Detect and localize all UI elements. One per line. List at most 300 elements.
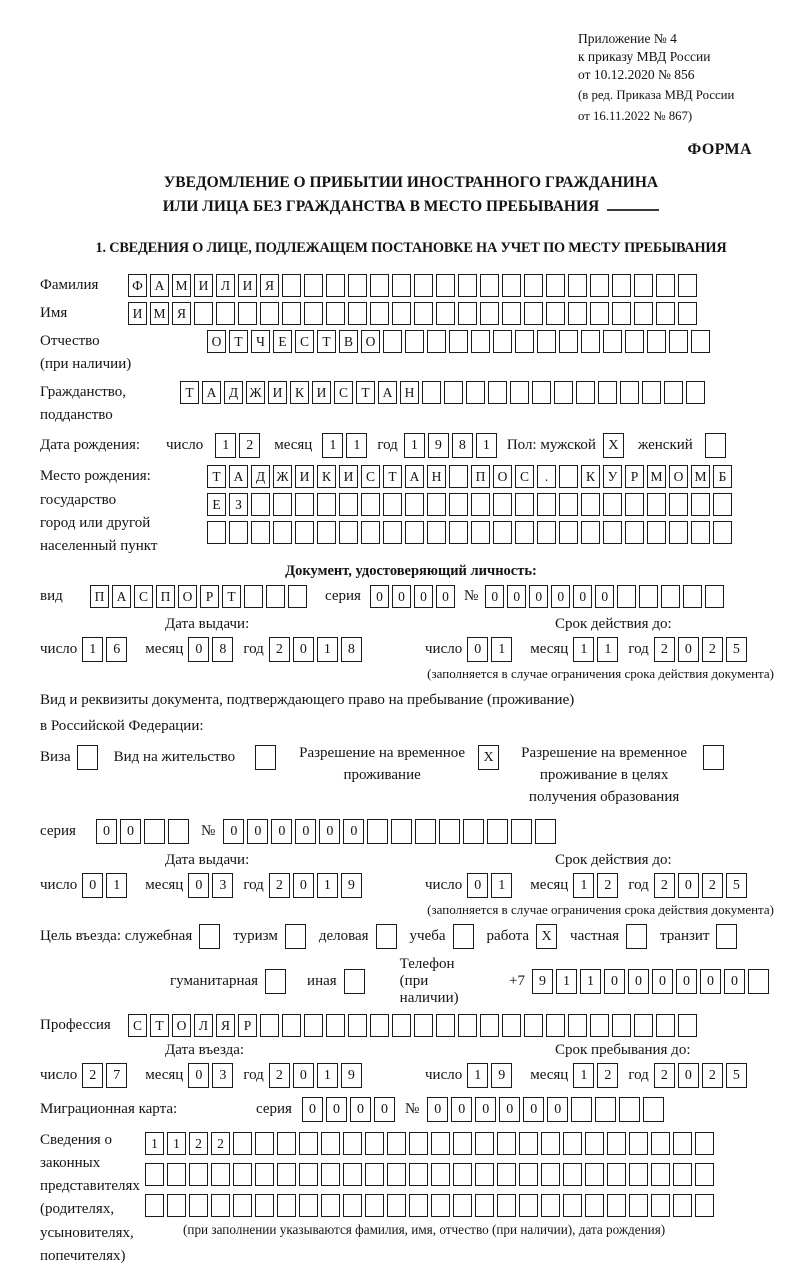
char-cell[interactable] [524,302,543,325]
char-cell[interactable] [251,493,270,516]
char-cell[interactable]: 0 [523,1097,544,1122]
char-cell[interactable]: 5 [726,873,747,898]
char-cell[interactable] [669,330,688,353]
char-cell[interactable]: И [128,302,147,325]
char-cell[interactable] [656,1014,675,1037]
char-cell[interactable] [326,1014,345,1037]
char-cell[interactable]: 0 [374,1097,395,1122]
char-cell[interactable] [673,1132,692,1155]
char-cell[interactable]: Ж [273,465,292,488]
char-cell[interactable]: Н [400,381,419,404]
char-cell[interactable]: 1 [322,433,343,458]
char-cell[interactable]: 2 [189,1132,208,1155]
char-cell[interactable] [541,1132,560,1155]
char-cell[interactable] [370,302,389,325]
char-cell[interactable] [365,1194,384,1217]
char-cell[interactable] [629,1194,648,1217]
char-cell[interactable] [431,1194,450,1217]
char-cell[interactable] [502,274,521,297]
char-cell[interactable]: 0 [499,1097,520,1122]
char-cell[interactable] [348,302,367,325]
char-cell[interactable] [590,274,609,297]
char-cell[interactable]: М [691,465,710,488]
char-cell[interactable] [304,1014,323,1037]
char-cell[interactable] [695,1194,714,1217]
char-cell[interactable] [691,521,710,544]
char-cell[interactable] [145,1194,164,1217]
char-cell[interactable] [439,819,460,844]
char-cell[interactable] [480,302,499,325]
char-cell[interactable]: 2 [269,1063,290,1088]
char-cell[interactable] [299,1132,318,1155]
char-cell[interactable] [370,1014,389,1037]
char-cell[interactable]: 0 [188,637,209,662]
char-cell[interactable] [497,1132,516,1155]
char-cell[interactable] [612,302,631,325]
char-cell[interactable] [77,745,98,770]
char-cell[interactable] [387,1132,406,1155]
char-cell[interactable]: 2 [597,873,618,898]
char-cell[interactable] [453,1194,472,1217]
char-cell[interactable] [629,1163,648,1186]
char-cell[interactable]: З [229,493,248,516]
char-cell[interactable] [590,302,609,325]
char-cell[interactable]: 6 [106,637,127,662]
char-cell[interactable] [537,493,556,516]
char-cell[interactable]: К [290,381,309,404]
char-cell[interactable] [748,969,769,994]
char-cell[interactable]: Ф [128,274,147,297]
char-cell[interactable]: 1 [317,637,338,662]
char-cell[interactable] [515,330,534,353]
char-cell[interactable] [466,381,485,404]
char-cell[interactable] [634,274,653,297]
char-cell[interactable] [277,1132,296,1155]
char-cell[interactable]: 0 [271,819,292,844]
char-cell[interactable] [705,433,726,458]
char-cell[interactable]: 0 [678,1063,699,1088]
char-cell[interactable]: И [339,465,358,488]
char-cell[interactable] [453,924,474,949]
char-cell[interactable]: А [202,381,221,404]
char-cell[interactable]: Л [216,274,235,297]
char-cell[interactable] [598,381,617,404]
char-cell[interactable] [510,381,529,404]
char-cell[interactable]: И [268,381,287,404]
char-cell[interactable]: Я [172,302,191,325]
char-cell[interactable] [339,521,358,544]
char-cell[interactable] [471,493,490,516]
char-cell[interactable]: 1 [580,969,601,994]
char-cell[interactable]: М [647,465,666,488]
char-cell[interactable] [546,274,565,297]
char-cell[interactable] [168,819,189,844]
char-cell[interactable]: М [150,302,169,325]
char-cell[interactable] [233,1194,252,1217]
char-cell[interactable] [532,381,551,404]
char-cell[interactable] [625,493,644,516]
char-cell[interactable] [612,274,631,297]
char-cell[interactable] [229,521,248,544]
char-cell[interactable] [673,1194,692,1217]
char-cell[interactable]: 0 [392,585,411,608]
char-cell[interactable]: 0 [529,585,548,608]
char-cell[interactable] [626,924,647,949]
char-cell[interactable]: 0 [414,585,433,608]
char-cell[interactable]: Л [194,1014,213,1037]
char-cell[interactable] [216,302,235,325]
char-cell[interactable] [449,521,468,544]
char-cell[interactable] [620,381,639,404]
char-cell[interactable]: 0 [370,585,389,608]
char-cell[interactable] [524,1014,543,1037]
char-cell[interactable] [669,493,688,516]
char-cell[interactable] [703,745,724,770]
char-cell[interactable] [617,585,636,608]
char-cell[interactable] [576,381,595,404]
char-cell[interactable] [376,924,397,949]
char-cell[interactable]: Я [216,1014,235,1037]
char-cell[interactable] [471,330,490,353]
char-cell[interactable]: 8 [341,637,362,662]
char-cell[interactable] [370,274,389,297]
char-cell[interactable]: С [134,585,153,608]
char-cell[interactable]: Я [260,274,279,297]
char-cell[interactable] [647,330,666,353]
char-cell[interactable]: И [194,274,213,297]
char-cell[interactable] [678,274,697,297]
char-cell[interactable] [471,521,490,544]
char-cell[interactable]: 1 [573,637,594,662]
char-cell[interactable]: С [361,465,380,488]
char-cell[interactable] [365,1163,384,1186]
char-cell[interactable] [199,924,220,949]
char-cell[interactable]: М [172,274,191,297]
char-cell[interactable]: 0 [724,969,745,994]
char-cell[interactable] [365,1132,384,1155]
char-cell[interactable]: 5 [726,637,747,662]
char-cell[interactable] [568,274,587,297]
char-cell[interactable] [427,521,446,544]
char-cell[interactable]: П [471,465,490,488]
char-cell[interactable]: X [536,924,557,949]
char-cell[interactable]: 1 [491,873,512,898]
char-cell[interactable] [713,493,732,516]
char-cell[interactable] [554,381,573,404]
char-cell[interactable]: 2 [597,1063,618,1088]
char-cell[interactable]: Р [238,1014,257,1037]
char-cell[interactable] [321,1132,340,1155]
char-cell[interactable] [260,302,279,325]
char-cell[interactable] [664,381,683,404]
char-cell[interactable] [541,1163,560,1186]
char-cell[interactable] [326,274,345,297]
char-cell[interactable] [619,1097,640,1122]
char-cell[interactable] [480,274,499,297]
char-cell[interactable]: 1 [467,1063,488,1088]
char-cell[interactable]: 0 [302,1097,323,1122]
char-cell[interactable] [673,1163,692,1186]
char-cell[interactable] [444,381,463,404]
char-cell[interactable]: 1 [573,1063,594,1088]
char-cell[interactable]: 2 [654,637,675,662]
char-cell[interactable] [563,1163,582,1186]
char-cell[interactable]: 8 [212,637,233,662]
char-cell[interactable] [414,1014,433,1037]
char-cell[interactable] [449,465,468,488]
char-cell[interactable]: 0 [547,1097,568,1122]
char-cell[interactable] [288,585,307,608]
char-cell[interactable] [255,1194,274,1217]
char-cell[interactable] [392,1014,411,1037]
char-cell[interactable] [571,1097,592,1122]
char-cell[interactable]: 0 [295,819,316,844]
char-cell[interactable] [643,1097,664,1122]
char-cell[interactable] [387,1194,406,1217]
char-cell[interactable]: У [603,465,622,488]
char-cell[interactable]: 0 [678,637,699,662]
char-cell[interactable]: 0 [293,637,314,662]
char-cell[interactable] [409,1132,428,1155]
char-cell[interactable] [415,819,436,844]
char-cell[interactable] [409,1194,428,1217]
char-cell[interactable] [563,1132,582,1155]
char-cell[interactable] [277,1194,296,1217]
char-cell[interactable]: 2 [654,1063,675,1088]
char-cell[interactable]: 0 [628,969,649,994]
char-cell[interactable] [427,330,446,353]
char-cell[interactable]: 0 [319,819,340,844]
char-cell[interactable]: 0 [82,873,103,898]
char-cell[interactable]: 0 [604,969,625,994]
char-cell[interactable] [145,1163,164,1186]
char-cell[interactable] [695,1132,714,1155]
char-cell[interactable] [559,493,578,516]
char-cell[interactable] [194,302,213,325]
char-cell[interactable]: 1 [346,433,367,458]
char-cell[interactable] [537,330,556,353]
char-cell[interactable] [348,1014,367,1037]
char-cell[interactable]: Н [427,465,446,488]
char-cell[interactable] [713,521,732,544]
char-cell[interactable]: А [405,465,424,488]
char-cell[interactable] [255,745,276,770]
char-cell[interactable] [519,1163,538,1186]
char-cell[interactable] [651,1132,670,1155]
char-cell[interactable] [436,302,455,325]
char-cell[interactable]: Т [383,465,402,488]
char-cell[interactable] [559,521,578,544]
char-cell[interactable]: 2 [654,873,675,898]
char-cell[interactable]: Б [713,465,732,488]
char-cell[interactable] [502,302,521,325]
char-cell[interactable] [463,819,484,844]
char-cell[interactable]: Т [229,330,248,353]
char-cell[interactable]: 3 [212,873,233,898]
char-cell[interactable]: К [317,465,336,488]
char-cell[interactable] [255,1132,274,1155]
char-cell[interactable] [367,819,388,844]
char-cell[interactable] [625,521,644,544]
char-cell[interactable] [634,302,653,325]
char-cell[interactable]: Р [200,585,219,608]
char-cell[interactable]: 0 [120,819,141,844]
char-cell[interactable] [282,274,301,297]
char-cell[interactable]: А [229,465,248,488]
char-cell[interactable] [431,1132,450,1155]
char-cell[interactable] [260,1014,279,1037]
char-cell[interactable]: 9 [428,433,449,458]
char-cell[interactable]: Т [356,381,375,404]
char-cell[interactable] [436,274,455,297]
char-cell[interactable]: П [156,585,175,608]
char-cell[interactable] [207,521,226,544]
char-cell[interactable]: 2 [702,637,723,662]
char-cell[interactable] [559,330,578,353]
char-cell[interactable] [480,1014,499,1037]
char-cell[interactable] [607,1132,626,1155]
char-cell[interactable] [511,819,532,844]
char-cell[interactable] [535,819,556,844]
char-cell[interactable]: О [669,465,688,488]
char-cell[interactable] [568,302,587,325]
char-cell[interactable]: Д [224,381,243,404]
char-cell[interactable] [449,330,468,353]
char-cell[interactable] [383,330,402,353]
char-cell[interactable]: 2 [702,1063,723,1088]
char-cell[interactable] [295,521,314,544]
char-cell[interactable] [497,1163,516,1186]
char-cell[interactable] [651,1194,670,1217]
char-cell[interactable]: 2 [82,1063,103,1088]
char-cell[interactable] [603,521,622,544]
char-cell[interactable] [603,493,622,516]
char-cell[interactable]: 2 [269,873,290,898]
char-cell[interactable]: Т [222,585,241,608]
char-cell[interactable] [585,1132,604,1155]
char-cell[interactable] [515,521,534,544]
char-cell[interactable] [705,585,724,608]
char-cell[interactable]: Т [207,465,226,488]
char-cell[interactable]: 0 [700,969,721,994]
char-cell[interactable] [458,1014,477,1037]
char-cell[interactable] [678,302,697,325]
char-cell[interactable] [475,1163,494,1186]
char-cell[interactable] [361,493,380,516]
char-cell[interactable]: 1 [82,637,103,662]
char-cell[interactable]: 5 [726,1063,747,1088]
char-cell[interactable]: Т [317,330,336,353]
char-cell[interactable] [607,1194,626,1217]
char-cell[interactable]: 2 [211,1132,230,1155]
char-cell[interactable] [634,1014,653,1037]
char-cell[interactable]: 0 [436,585,455,608]
char-cell[interactable] [669,521,688,544]
char-cell[interactable]: Т [180,381,199,404]
char-cell[interactable]: 0 [427,1097,448,1122]
char-cell[interactable] [590,1014,609,1037]
char-cell[interactable]: . [537,465,556,488]
char-cell[interactable]: 0 [676,969,697,994]
char-cell[interactable]: Е [207,493,226,516]
char-cell[interactable] [493,493,512,516]
char-cell[interactable] [317,493,336,516]
char-cell[interactable]: И [295,465,314,488]
char-cell[interactable] [304,302,323,325]
char-cell[interactable] [387,1163,406,1186]
char-cell[interactable]: О [207,330,226,353]
char-cell[interactable] [493,330,512,353]
char-cell[interactable] [568,1014,587,1037]
char-cell[interactable] [285,924,306,949]
char-cell[interactable] [449,493,468,516]
char-cell[interactable] [612,1014,631,1037]
char-cell[interactable]: В [339,330,358,353]
char-cell[interactable] [344,969,365,994]
char-cell[interactable] [304,274,323,297]
char-cell[interactable] [625,330,644,353]
char-cell[interactable] [581,493,600,516]
char-cell[interactable]: 0 [573,585,592,608]
char-cell[interactable]: 9 [341,873,362,898]
char-cell[interactable] [211,1163,230,1186]
char-cell[interactable]: 1 [556,969,577,994]
char-cell[interactable]: Д [251,465,270,488]
char-cell[interactable]: 0 [188,873,209,898]
char-cell[interactable] [647,521,666,544]
char-cell[interactable]: Ж [246,381,265,404]
char-cell[interactable] [409,1163,428,1186]
char-cell[interactable] [405,330,424,353]
char-cell[interactable] [475,1194,494,1217]
char-cell[interactable] [559,465,578,488]
char-cell[interactable] [639,585,658,608]
char-cell[interactable]: 1 [106,873,127,898]
char-cell[interactable]: 0 [247,819,268,844]
char-cell[interactable] [458,302,477,325]
char-cell[interactable]: 8 [452,433,473,458]
char-cell[interactable]: 1 [491,637,512,662]
char-cell[interactable]: 0 [467,873,488,898]
char-cell[interactable] [585,1163,604,1186]
char-cell[interactable]: 0 [188,1063,209,1088]
char-cell[interactable]: О [361,330,380,353]
char-cell[interactable]: С [128,1014,147,1037]
char-cell[interactable]: А [150,274,169,297]
char-cell[interactable] [233,1132,252,1155]
char-cell[interactable] [339,493,358,516]
char-cell[interactable]: 1 [476,433,497,458]
char-cell[interactable] [414,274,433,297]
char-cell[interactable]: 1 [597,637,618,662]
char-cell[interactable]: 0 [485,585,504,608]
char-cell[interactable] [678,1014,697,1037]
char-cell[interactable] [282,302,301,325]
char-cell[interactable]: 0 [467,637,488,662]
char-cell[interactable]: 1 [404,433,425,458]
char-cell[interactable]: 2 [239,433,260,458]
char-cell[interactable]: 1 [317,1063,338,1088]
char-cell[interactable] [585,1194,604,1217]
char-cell[interactable] [255,1163,274,1186]
char-cell[interactable] [343,1132,362,1155]
char-cell[interactable] [391,819,412,844]
char-cell[interactable] [453,1132,472,1155]
char-cell[interactable]: С [515,465,534,488]
char-cell[interactable]: Т [150,1014,169,1037]
char-cell[interactable] [502,1014,521,1037]
char-cell[interactable] [244,585,263,608]
